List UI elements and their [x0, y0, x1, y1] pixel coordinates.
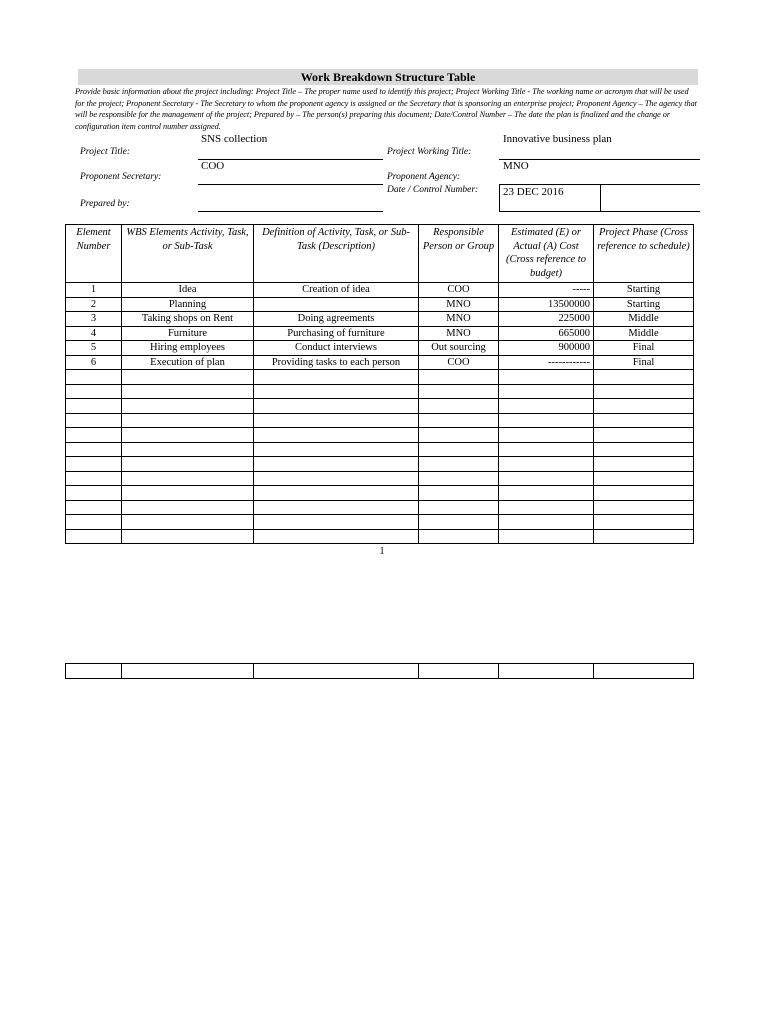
table-row	[66, 297, 694, 312]
cell-cost[interactable]: 13500000	[499, 297, 594, 312]
cell-cost[interactable]	[499, 500, 594, 515]
date-control-underline	[499, 211, 700, 212]
cell-cost[interactable]	[499, 413, 594, 428]
header-cost: Estimated (E) or Actual (A) Cost (Cross reference to budget)	[499, 225, 594, 283]
cell-cost[interactable]	[499, 664, 594, 679]
cell-wbs-element[interactable]	[122, 500, 254, 515]
working-title-underline	[499, 159, 700, 160]
cell-phase[interactable]	[594, 384, 694, 399]
cell-element-number[interactable]: 3	[66, 312, 122, 327]
cell-element-number[interactable]	[66, 399, 122, 414]
cell-responsible[interactable]	[419, 515, 499, 530]
cell-definition[interactable]	[254, 370, 419, 385]
document-title: Work Breakdown Structure Table	[300, 70, 476, 84]
cell-phase[interactable]	[594, 442, 694, 457]
cell-phase[interactable]	[594, 428, 694, 443]
intro-paragraph: Provide basic information about the project including: Project Title – The proper name used to identify this project; Project Working Title - The working name or acronym that will be used for the project; Proponent Secretary - The Secretary to whom the proponent agency is assigned or the Secretary that is sponsoring an enterprise project; Proponent Agency – The agency that will be responsible for the management of the project; Prepared by – The person(s) preparing this document; Date/Control Number – The date the plan is finalized and the change or configuration item control number assigned.	[75, 87, 697, 131]
date-control-value[interactable]: 23 DEC 2016	[503, 186, 564, 198]
cell-definition[interactable]	[254, 529, 419, 544]
project-title-label: Project Title:	[80, 147, 131, 157]
cell-wbs-element[interactable]: Furniture	[122, 326, 254, 341]
cell-wbs-element[interactable]	[122, 442, 254, 457]
cell-definition[interactable]	[254, 664, 419, 679]
cell-responsible[interactable]	[419, 399, 499, 414]
wbs-table	[65, 224, 694, 544]
cell-definition[interactable]: Purchasing of furniture	[254, 326, 419, 341]
cell-wbs-element[interactable]	[122, 370, 254, 385]
cell-responsible[interactable]: COO	[419, 283, 499, 298]
date-control-label: Date / Control Number:	[387, 185, 479, 195]
cell-phase[interactable]: Final	[594, 355, 694, 370]
header-phase: Project Phase (Cross reference to schedule)	[594, 225, 694, 283]
cell-definition[interactable]	[254, 500, 419, 515]
table-row	[66, 370, 694, 385]
cell-wbs-element[interactable]	[122, 428, 254, 443]
cell-cost[interactable]	[499, 384, 594, 399]
cell-phase[interactable]	[594, 529, 694, 544]
project-title-underline	[198, 159, 383, 160]
cell-element-number[interactable]	[66, 529, 122, 544]
cell-wbs-element[interactable]: Hiring employees	[122, 341, 254, 356]
table-row	[66, 664, 694, 679]
header-element-number: Element Number	[66, 225, 122, 283]
cell-cost[interactable]	[499, 428, 594, 443]
table-row	[66, 457, 694, 472]
cell-definition[interactable]	[254, 442, 419, 457]
table-row	[66, 283, 694, 298]
cell-element-number[interactable]: 1	[66, 283, 122, 298]
cell-phase[interactable]: Final	[594, 341, 694, 356]
header-definition: Definition of Activity, Task, or Sub-Task (Description)	[254, 225, 419, 283]
cell-wbs-element[interactable]	[122, 664, 254, 679]
cell-cost[interactable]	[499, 399, 594, 414]
cell-wbs-element[interactable]: Planning	[122, 297, 254, 312]
table-row	[66, 341, 694, 356]
prepared-by-label: Prepared by:	[80, 199, 130, 209]
cell-phase[interactable]: Middle	[594, 312, 694, 327]
continuation-table	[65, 663, 694, 679]
cell-responsible[interactable]	[419, 529, 499, 544]
cell-definition[interactable]	[254, 428, 419, 443]
cell-phase[interactable]	[594, 664, 694, 679]
table-row	[66, 486, 694, 501]
cell-responsible[interactable]	[419, 457, 499, 472]
working-title-label: Project Working Title:	[387, 147, 472, 157]
cell-responsible[interactable]	[419, 413, 499, 428]
header-wbs-elements: WBS Elements Activity, Task, or Sub-Task	[122, 225, 254, 283]
cell-cost[interactable]	[499, 370, 594, 385]
cell-responsible[interactable]: MNO	[419, 326, 499, 341]
cell-element-number[interactable]: 6	[66, 355, 122, 370]
cell-phase[interactable]	[594, 413, 694, 428]
table-row	[66, 529, 694, 544]
cell-cost[interactable]	[499, 471, 594, 486]
cell-responsible[interactable]: COO	[419, 355, 499, 370]
cell-cost[interactable]	[499, 457, 594, 472]
cell-responsible[interactable]: Out sourcing	[419, 341, 499, 356]
page-number: 1	[379, 546, 385, 557]
cell-responsible[interactable]	[419, 442, 499, 457]
cell-wbs-element[interactable]: Execution of plan	[122, 355, 254, 370]
prepared-by-underline	[198, 211, 383, 212]
working-title-value[interactable]: Innovative business plan	[503, 133, 612, 145]
cell-phase[interactable]	[594, 486, 694, 501]
cell-cost[interactable]: -----	[499, 283, 594, 298]
project-title-value[interactable]: SNS collection	[201, 133, 268, 145]
cell-element-number[interactable]	[66, 515, 122, 530]
cell-cost[interactable]: ------------	[499, 355, 594, 370]
cell-responsible[interactable]	[419, 664, 499, 679]
table-row	[66, 384, 694, 399]
cell-element-number[interactable]	[66, 471, 122, 486]
proponent-agency-label: Proponent Agency:	[387, 172, 461, 182]
cell-wbs-element[interactable]	[122, 486, 254, 501]
cell-responsible[interactable]	[419, 500, 499, 515]
cell-cost[interactable]	[499, 486, 594, 501]
proponent-secretary-label: Proponent Secretary:	[80, 172, 162, 182]
cell-wbs-element[interactable]	[122, 515, 254, 530]
cell-responsible[interactable]	[419, 486, 499, 501]
cell-wbs-element[interactable]	[122, 457, 254, 472]
cell-phase[interactable]	[594, 515, 694, 530]
cell-wbs-element[interactable]: Idea	[122, 283, 254, 298]
cell-element-number[interactable]	[66, 486, 122, 501]
cell-element-number[interactable]	[66, 442, 122, 457]
table-row	[66, 428, 694, 443]
cell-phase[interactable]: Middle	[594, 326, 694, 341]
cell-element-number[interactable]	[66, 500, 122, 515]
cell-definition[interactable]: Providing tasks to each person	[254, 355, 419, 370]
control-number-divider	[600, 184, 601, 211]
cell-element-number[interactable]	[66, 664, 122, 679]
cell-definition[interactable]	[254, 399, 419, 414]
cell-wbs-element[interactable]	[122, 384, 254, 399]
cell-cost[interactable]	[499, 442, 594, 457]
cell-element-number[interactable]: 4	[66, 326, 122, 341]
title-bar	[78, 69, 698, 85]
cell-phase[interactable]	[594, 399, 694, 414]
cell-definition[interactable]	[254, 471, 419, 486]
cell-responsible[interactable]: MNO	[419, 312, 499, 327]
cell-element-number[interactable]	[66, 370, 122, 385]
cell-phase[interactable]	[594, 500, 694, 515]
cell-wbs-element[interactable]	[122, 399, 254, 414]
cell-element-number[interactable]	[66, 384, 122, 399]
cell-responsible[interactable]	[419, 384, 499, 399]
cell-cost[interactable]: 900000	[499, 341, 594, 356]
cell-definition[interactable]: Doing agreements	[254, 312, 419, 327]
table-row	[66, 399, 694, 414]
cell-definition[interactable]	[254, 413, 419, 428]
cell-wbs-element[interactable]	[122, 471, 254, 486]
cell-phase[interactable]: Starting	[594, 297, 694, 312]
cell-wbs-element[interactable]	[122, 413, 254, 428]
date-box-left-border	[499, 184, 500, 211]
cell-wbs-element[interactable]	[122, 529, 254, 544]
table-row	[66, 312, 694, 327]
cell-definition[interactable]: Creation of idea	[254, 283, 419, 298]
cell-responsible[interactable]	[419, 370, 499, 385]
cell-responsible[interactable]: MNO	[419, 297, 499, 312]
cell-definition[interactable]	[254, 515, 419, 530]
cell-element-number[interactable]	[66, 428, 122, 443]
cell-element-number[interactable]: 2	[66, 297, 122, 312]
cell-phase[interactable]	[594, 471, 694, 486]
cell-cost[interactable]: 665000	[499, 326, 594, 341]
header-responsible: Responsible Person or Group	[419, 225, 499, 283]
table-row	[66, 500, 694, 515]
cell-element-number[interactable]	[66, 413, 122, 428]
proponent-agency-value[interactable]: MNO	[503, 160, 529, 172]
cell-responsible[interactable]	[419, 428, 499, 443]
header-row	[66, 225, 694, 283]
cell-definition[interactable]: Conduct interviews	[254, 341, 419, 356]
cell-definition[interactable]	[254, 384, 419, 399]
table-row	[66, 471, 694, 486]
table-row	[66, 326, 694, 341]
cell-phase[interactable]	[594, 370, 694, 385]
proponent-secretary-value[interactable]: COO	[201, 160, 225, 172]
proponent-secretary-underline	[198, 184, 383, 185]
cell-phase[interactable]: Starting	[594, 283, 694, 298]
cell-element-number[interactable]: 5	[66, 341, 122, 356]
cell-definition[interactable]	[254, 297, 419, 312]
table-row	[66, 413, 694, 428]
table-row	[66, 515, 694, 530]
cell-cost[interactable]	[499, 529, 594, 544]
cell-wbs-element[interactable]: Taking shops on Rent	[122, 312, 254, 327]
cell-definition[interactable]	[254, 486, 419, 501]
cell-cost[interactable]: 225000	[499, 312, 594, 327]
table-row	[66, 355, 694, 370]
cell-definition[interactable]	[254, 457, 419, 472]
cell-phase[interactable]	[594, 457, 694, 472]
cell-cost[interactable]	[499, 515, 594, 530]
table-row	[66, 442, 694, 457]
cell-responsible[interactable]	[419, 471, 499, 486]
cell-element-number[interactable]	[66, 457, 122, 472]
